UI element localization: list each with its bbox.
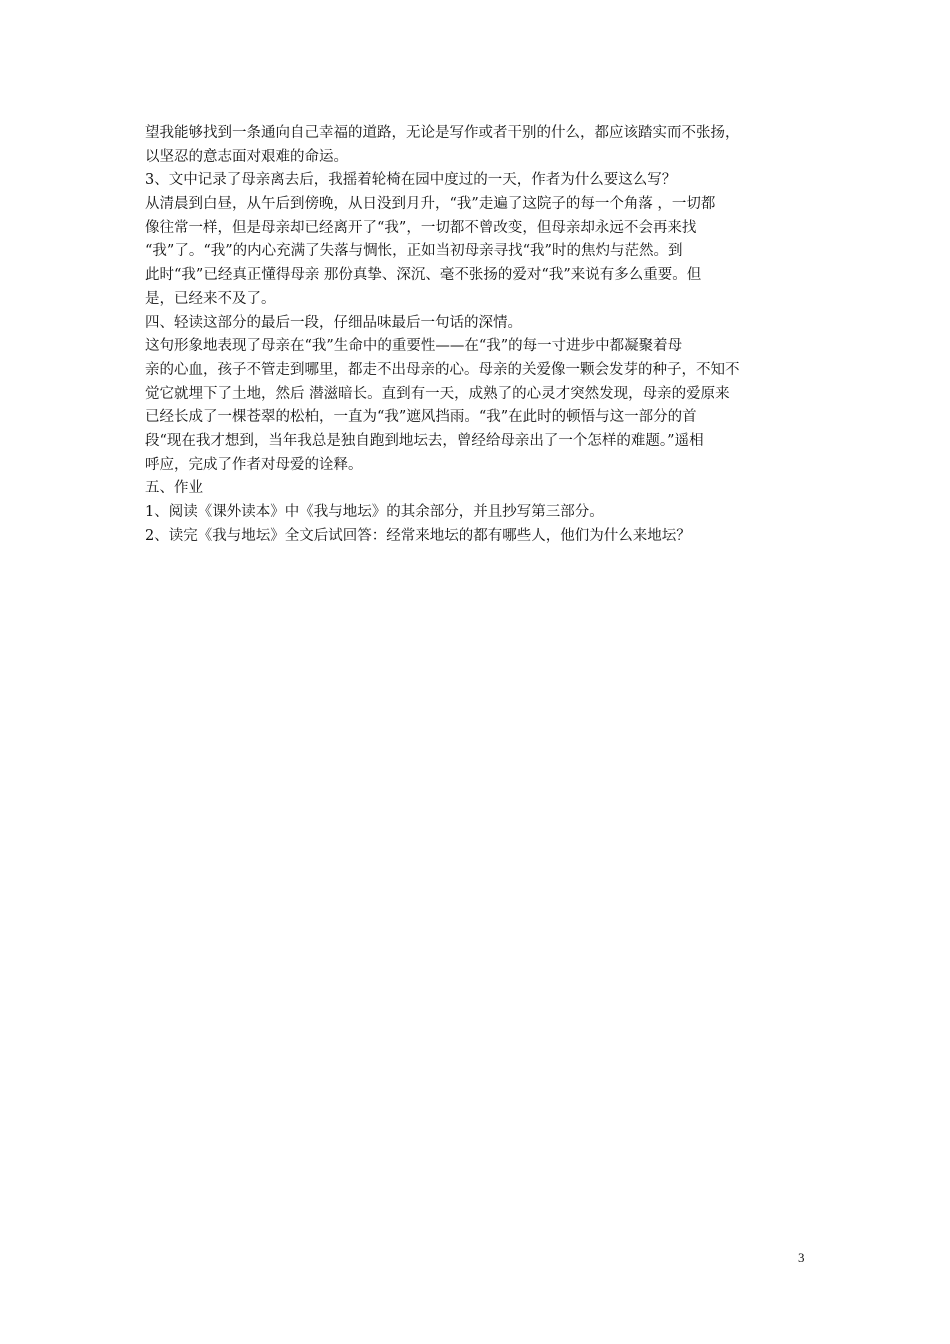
text-line: 以坚忍的意志面对艰难的命运。 — [145, 148, 348, 165]
homework-item-2: 2、读完《我与地坛》全文后试回答：经常来地坛的都有哪些人，他们为什么来地坛？ — [145, 527, 691, 544]
text-line: 这句形象地表现了母亲在“我”生命中的重要性——在“我”的每一寸进步中都凝聚着母 — [145, 338, 683, 355]
text-line: 已经长成了一棵苍翠的松柏，一直为“我”遮风挡雨。“我”在此时的顿悟与这一部分的首 — [145, 409, 697, 426]
text-line: 是，已经来不及了。 — [145, 290, 276, 307]
text-line: 段“现在我才想到，当年我总是独自跑到地坛去，曾经给母亲出了一个怎样的难题。”遥相 — [145, 432, 704, 449]
text-line: 觉它就埋下了土地，然后 潜滋暗长。直到有一天，成熟了的心灵才突然发现，母亲的爱原来 — [145, 385, 730, 402]
homework-item-1: 1、阅读《课外读本》中《我与地坛》的其余部分，并且抄写第三部分。 — [145, 504, 604, 520]
text-line: “我”了。“我”的内心充满了失落与惆怅，正如当初母亲寻找“我”时的焦灼与茫然。到 — [145, 243, 683, 260]
text-line: 像往常一样，但是母亲却已经离开了“我”，一切都不曾改变，但母亲却永远不会再来找 — [145, 219, 697, 236]
text-line: 此时“我”已经真正懂得母亲 那份真挚、深沉、毫不张扬的爱对“我”来说有多么重要。但 — [145, 267, 702, 284]
page-number: 3 — [798, 1250, 805, 1265]
section-4-heading: 四、轻读这部分的最后一段，仔细品味最后一句话的深情。 — [145, 314, 522, 331]
document-body — [145, 122, 817, 548]
text-line: 亲的心血，孩子不管走到哪里，都走不出母亲的心。母亲的关爱像一颗会发芽的种子，不知不 — [145, 361, 740, 378]
text-line: 呼应，完成了作者对母爱的诠释。 — [145, 456, 363, 473]
text-line: 从清晨到白昼，从午后到傍晚，从日没到月升，“我”走遍了这院子的每一个角落 ，一切都 — [145, 196, 716, 213]
question-3: 3、文中记录了母亲离去后，我摇着轮椅在园中度过的一天，作者为什么要这么写？ — [145, 172, 677, 189]
section-5-heading: 五、作业 — [145, 480, 203, 497]
text-line: 望我能够找到一条通向自己幸福的道路，无论是写作或者干别的什么，都应该踏实而不张扬， — [145, 125, 740, 141]
